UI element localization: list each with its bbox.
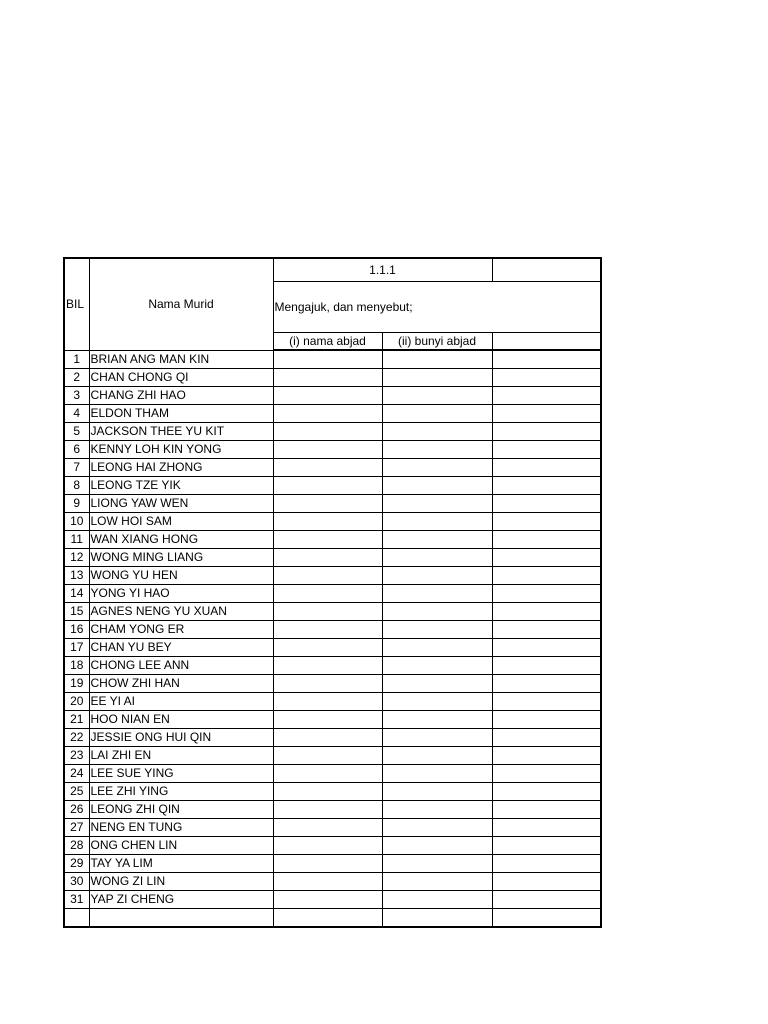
score-bunyi-abjad-cell	[382, 855, 492, 873]
score-nama-abjad-cell	[273, 531, 382, 549]
score-bunyi-abjad-cell	[382, 459, 492, 477]
student-number: 15	[64, 603, 89, 621]
score-bunyi-abjad-cell	[382, 441, 492, 459]
student-name: CHAM YONG ER	[89, 621, 273, 639]
table-row	[64, 441, 601, 459]
student-number: 27	[64, 819, 89, 837]
extra-cell	[492, 747, 601, 765]
score-nama-abjad-cell	[273, 891, 382, 909]
student-number: 13	[64, 567, 89, 585]
extra-cell	[492, 711, 601, 729]
score-bunyi-abjad-cell	[382, 531, 492, 549]
score-bunyi-abjad-cell	[382, 801, 492, 819]
score-bunyi-abjad-cell	[382, 657, 492, 675]
extra-cell	[492, 819, 601, 837]
extra-cell	[492, 513, 601, 531]
extra-cell	[492, 855, 601, 873]
student-number: 11	[64, 531, 89, 549]
empty-cell	[382, 909, 492, 928]
student-number: 1	[64, 350, 89, 369]
table-row	[64, 350, 601, 369]
score-bunyi-abjad-cell	[382, 585, 492, 603]
extra-cell	[492, 603, 601, 621]
student-number: 14	[64, 585, 89, 603]
score-bunyi-abjad-cell	[382, 837, 492, 855]
student-number: 7	[64, 459, 89, 477]
extra-cell	[492, 477, 601, 495]
student-name: CHOW ZHI HAN	[89, 675, 273, 693]
table-row	[64, 495, 601, 513]
extra-cell	[492, 459, 601, 477]
table-row	[64, 639, 601, 657]
table-row	[64, 801, 601, 819]
score-nama-abjad-cell	[273, 693, 382, 711]
student-number: 16	[64, 621, 89, 639]
score-nama-abjad-cell	[273, 855, 382, 873]
score-nama-abjad-cell	[273, 423, 382, 441]
table-row	[64, 711, 601, 729]
student-name: NENG EN TUNG	[89, 819, 273, 837]
student-name: TAY YA LIM	[89, 855, 273, 873]
table-row	[64, 675, 601, 693]
score-bunyi-abjad-cell	[382, 873, 492, 891]
score-nama-abjad-cell	[273, 369, 382, 387]
extra-cell	[492, 837, 601, 855]
student-number: 8	[64, 477, 89, 495]
empty-subheader-cell	[492, 333, 601, 351]
score-nama-abjad-cell	[273, 837, 382, 855]
student-name: ELDON THAM	[89, 405, 273, 423]
score-bunyi-abjad-cell	[382, 675, 492, 693]
score-nama-abjad-cell	[273, 657, 382, 675]
score-bunyi-abjad-cell	[382, 405, 492, 423]
score-bunyi-abjad-cell	[382, 549, 492, 567]
score-bunyi-abjad-cell	[382, 693, 492, 711]
student-number: 29	[64, 855, 89, 873]
student-name: LEONG HAI ZHONG	[89, 459, 273, 477]
student-name: JACKSON THEE YU KIT	[89, 423, 273, 441]
empty-cell	[273, 909, 382, 928]
table-row	[64, 783, 601, 801]
score-nama-abjad-cell	[273, 873, 382, 891]
score-bunyi-abjad-cell	[382, 350, 492, 369]
score-bunyi-abjad-cell	[382, 783, 492, 801]
student-name: LEONG TZE YIK	[89, 477, 273, 495]
extra-cell	[492, 549, 601, 567]
score-nama-abjad-cell	[273, 495, 382, 513]
student-name: EE YI AI	[89, 693, 273, 711]
student-number: 17	[64, 639, 89, 657]
score-nama-abjad-cell	[273, 513, 382, 531]
score-nama-abjad-cell	[273, 783, 382, 801]
table-row	[64, 423, 601, 441]
student-number: 9	[64, 495, 89, 513]
score-nama-abjad-cell	[273, 675, 382, 693]
student-number: 23	[64, 747, 89, 765]
student-name: LIONG YAW WEN	[89, 495, 273, 513]
empty-cell	[64, 909, 89, 928]
extra-cell	[492, 873, 601, 891]
student-name: CHAN YU BEY	[89, 639, 273, 657]
student-name: LOW HOI SAM	[89, 513, 273, 531]
table-row	[64, 531, 601, 549]
score-nama-abjad-cell	[273, 621, 382, 639]
student-number: 3	[64, 387, 89, 405]
student-number: 20	[64, 693, 89, 711]
score-nama-abjad-cell	[273, 801, 382, 819]
student-name: JESSIE ONG HUI QIN	[89, 729, 273, 747]
student-number: 31	[64, 891, 89, 909]
score-nama-abjad-cell	[273, 387, 382, 405]
extra-cell	[492, 405, 601, 423]
extra-cell	[492, 369, 601, 387]
table-row	[64, 765, 601, 783]
student-name: WONG MING LIANG	[89, 549, 273, 567]
table-row	[64, 405, 601, 423]
student-number: 30	[64, 873, 89, 891]
standard-code: 1.1.1	[273, 258, 492, 282]
student-name: YONG YI HAO	[89, 585, 273, 603]
score-nama-abjad-cell	[273, 765, 382, 783]
score-bunyi-abjad-cell	[382, 711, 492, 729]
score-nama-abjad-cell	[273, 603, 382, 621]
extra-cell	[492, 765, 601, 783]
score-bunyi-abjad-cell	[382, 891, 492, 909]
standard-description: Mengajuk, dan menyebut;	[273, 282, 601, 333]
empty-header-cell	[492, 258, 601, 282]
score-bunyi-abjad-cell	[382, 747, 492, 765]
score-nama-abjad-cell	[273, 585, 382, 603]
empty-row	[64, 909, 601, 928]
score-nama-abjad-cell	[273, 711, 382, 729]
extra-cell	[492, 441, 601, 459]
table-row	[64, 567, 601, 585]
student-name: BRIAN ANG MAN KIN	[89, 350, 273, 369]
student-name: WAN XIANG HONG	[89, 531, 273, 549]
score-bunyi-abjad-cell	[382, 387, 492, 405]
score-nama-abjad-cell	[273, 441, 382, 459]
score-nama-abjad-cell	[273, 639, 382, 657]
table-row	[64, 513, 601, 531]
score-nama-abjad-cell	[273, 459, 382, 477]
score-nama-abjad-cell	[273, 549, 382, 567]
score-bunyi-abjad-cell	[382, 729, 492, 747]
score-bunyi-abjad-cell	[382, 639, 492, 657]
table-row	[64, 369, 601, 387]
subheader-nama-abjad: (i) nama abjad	[273, 333, 382, 351]
table-row	[64, 459, 601, 477]
table-row	[64, 729, 601, 747]
extra-cell	[492, 387, 601, 405]
student-name: LEE ZHI YING	[89, 783, 273, 801]
student-number: 22	[64, 729, 89, 747]
extra-cell	[492, 423, 601, 441]
table-row	[64, 621, 601, 639]
score-nama-abjad-cell	[273, 819, 382, 837]
student-name: CHONG LEE ANN	[89, 657, 273, 675]
empty-cell	[89, 909, 273, 928]
student-number: 6	[64, 441, 89, 459]
student-number: 28	[64, 837, 89, 855]
student-number: 19	[64, 675, 89, 693]
extra-cell	[492, 657, 601, 675]
student-name: LEE SUE YING	[89, 765, 273, 783]
table-row	[64, 837, 601, 855]
score-nama-abjad-cell	[273, 405, 382, 423]
table-row	[64, 693, 601, 711]
student-name: KENNY LOH KIN YONG	[89, 441, 273, 459]
score-bunyi-abjad-cell	[382, 621, 492, 639]
score-nama-abjad-cell	[273, 747, 382, 765]
table-row	[64, 549, 601, 567]
student-number: 21	[64, 711, 89, 729]
student-name: WONG YU HEN	[89, 567, 273, 585]
table-row	[64, 603, 601, 621]
table-row	[64, 387, 601, 405]
table-row	[64, 585, 601, 603]
subheader-bunyi-abjad: (ii) bunyi abjad	[382, 333, 492, 351]
name-header: Nama Murid	[89, 258, 273, 350]
score-bunyi-abjad-cell	[382, 495, 492, 513]
score-nama-abjad-cell	[273, 477, 382, 495]
extra-cell	[492, 567, 601, 585]
student-number: 10	[64, 513, 89, 531]
extra-cell	[492, 783, 601, 801]
score-nama-abjad-cell	[273, 729, 382, 747]
score-bunyi-abjad-cell	[382, 369, 492, 387]
table-row	[64, 855, 601, 873]
score-bunyi-abjad-cell	[382, 567, 492, 585]
table-row	[64, 819, 601, 837]
score-bunyi-abjad-cell	[382, 765, 492, 783]
bil-header: BIL	[64, 258, 89, 350]
table-row	[64, 891, 601, 909]
extra-cell	[492, 350, 601, 369]
score-bunyi-abjad-cell	[382, 603, 492, 621]
student-assessment-table	[63, 257, 602, 928]
score-bunyi-abjad-cell	[382, 477, 492, 495]
student-number: 2	[64, 369, 89, 387]
extra-cell	[492, 639, 601, 657]
student-name: CHANG ZHI HAO	[89, 387, 273, 405]
student-number: 4	[64, 405, 89, 423]
student-name: LAI ZHI EN	[89, 747, 273, 765]
extra-cell	[492, 675, 601, 693]
student-name: CHAN CHONG QI	[89, 369, 273, 387]
student-name: ONG CHEN LIN	[89, 837, 273, 855]
student-number: 12	[64, 549, 89, 567]
table-row	[64, 657, 601, 675]
student-name: HOO NIAN EN	[89, 711, 273, 729]
student-number: 26	[64, 801, 89, 819]
score-bunyi-abjad-cell	[382, 423, 492, 441]
extra-cell	[492, 891, 601, 909]
student-number: 24	[64, 765, 89, 783]
table-row	[64, 873, 601, 891]
score-bunyi-abjad-cell	[382, 819, 492, 837]
student-name: LEONG ZHI QIN	[89, 801, 273, 819]
empty-cell	[492, 909, 601, 928]
extra-cell	[492, 531, 601, 549]
student-name: WONG ZI LIN	[89, 873, 273, 891]
extra-cell	[492, 495, 601, 513]
student-number: 18	[64, 657, 89, 675]
table-row	[64, 747, 601, 765]
score-bunyi-abjad-cell	[382, 513, 492, 531]
score-nama-abjad-cell	[273, 350, 382, 369]
extra-cell	[492, 801, 601, 819]
extra-cell	[492, 585, 601, 603]
student-name: YAP ZI CHENG	[89, 891, 273, 909]
extra-cell	[492, 729, 601, 747]
student-name: AGNES NENG YU XUAN	[89, 603, 273, 621]
extra-cell	[492, 693, 601, 711]
extra-cell	[492, 621, 601, 639]
score-nama-abjad-cell	[273, 567, 382, 585]
student-number: 5	[64, 423, 89, 441]
student-number: 25	[64, 783, 89, 801]
table-row	[64, 477, 601, 495]
